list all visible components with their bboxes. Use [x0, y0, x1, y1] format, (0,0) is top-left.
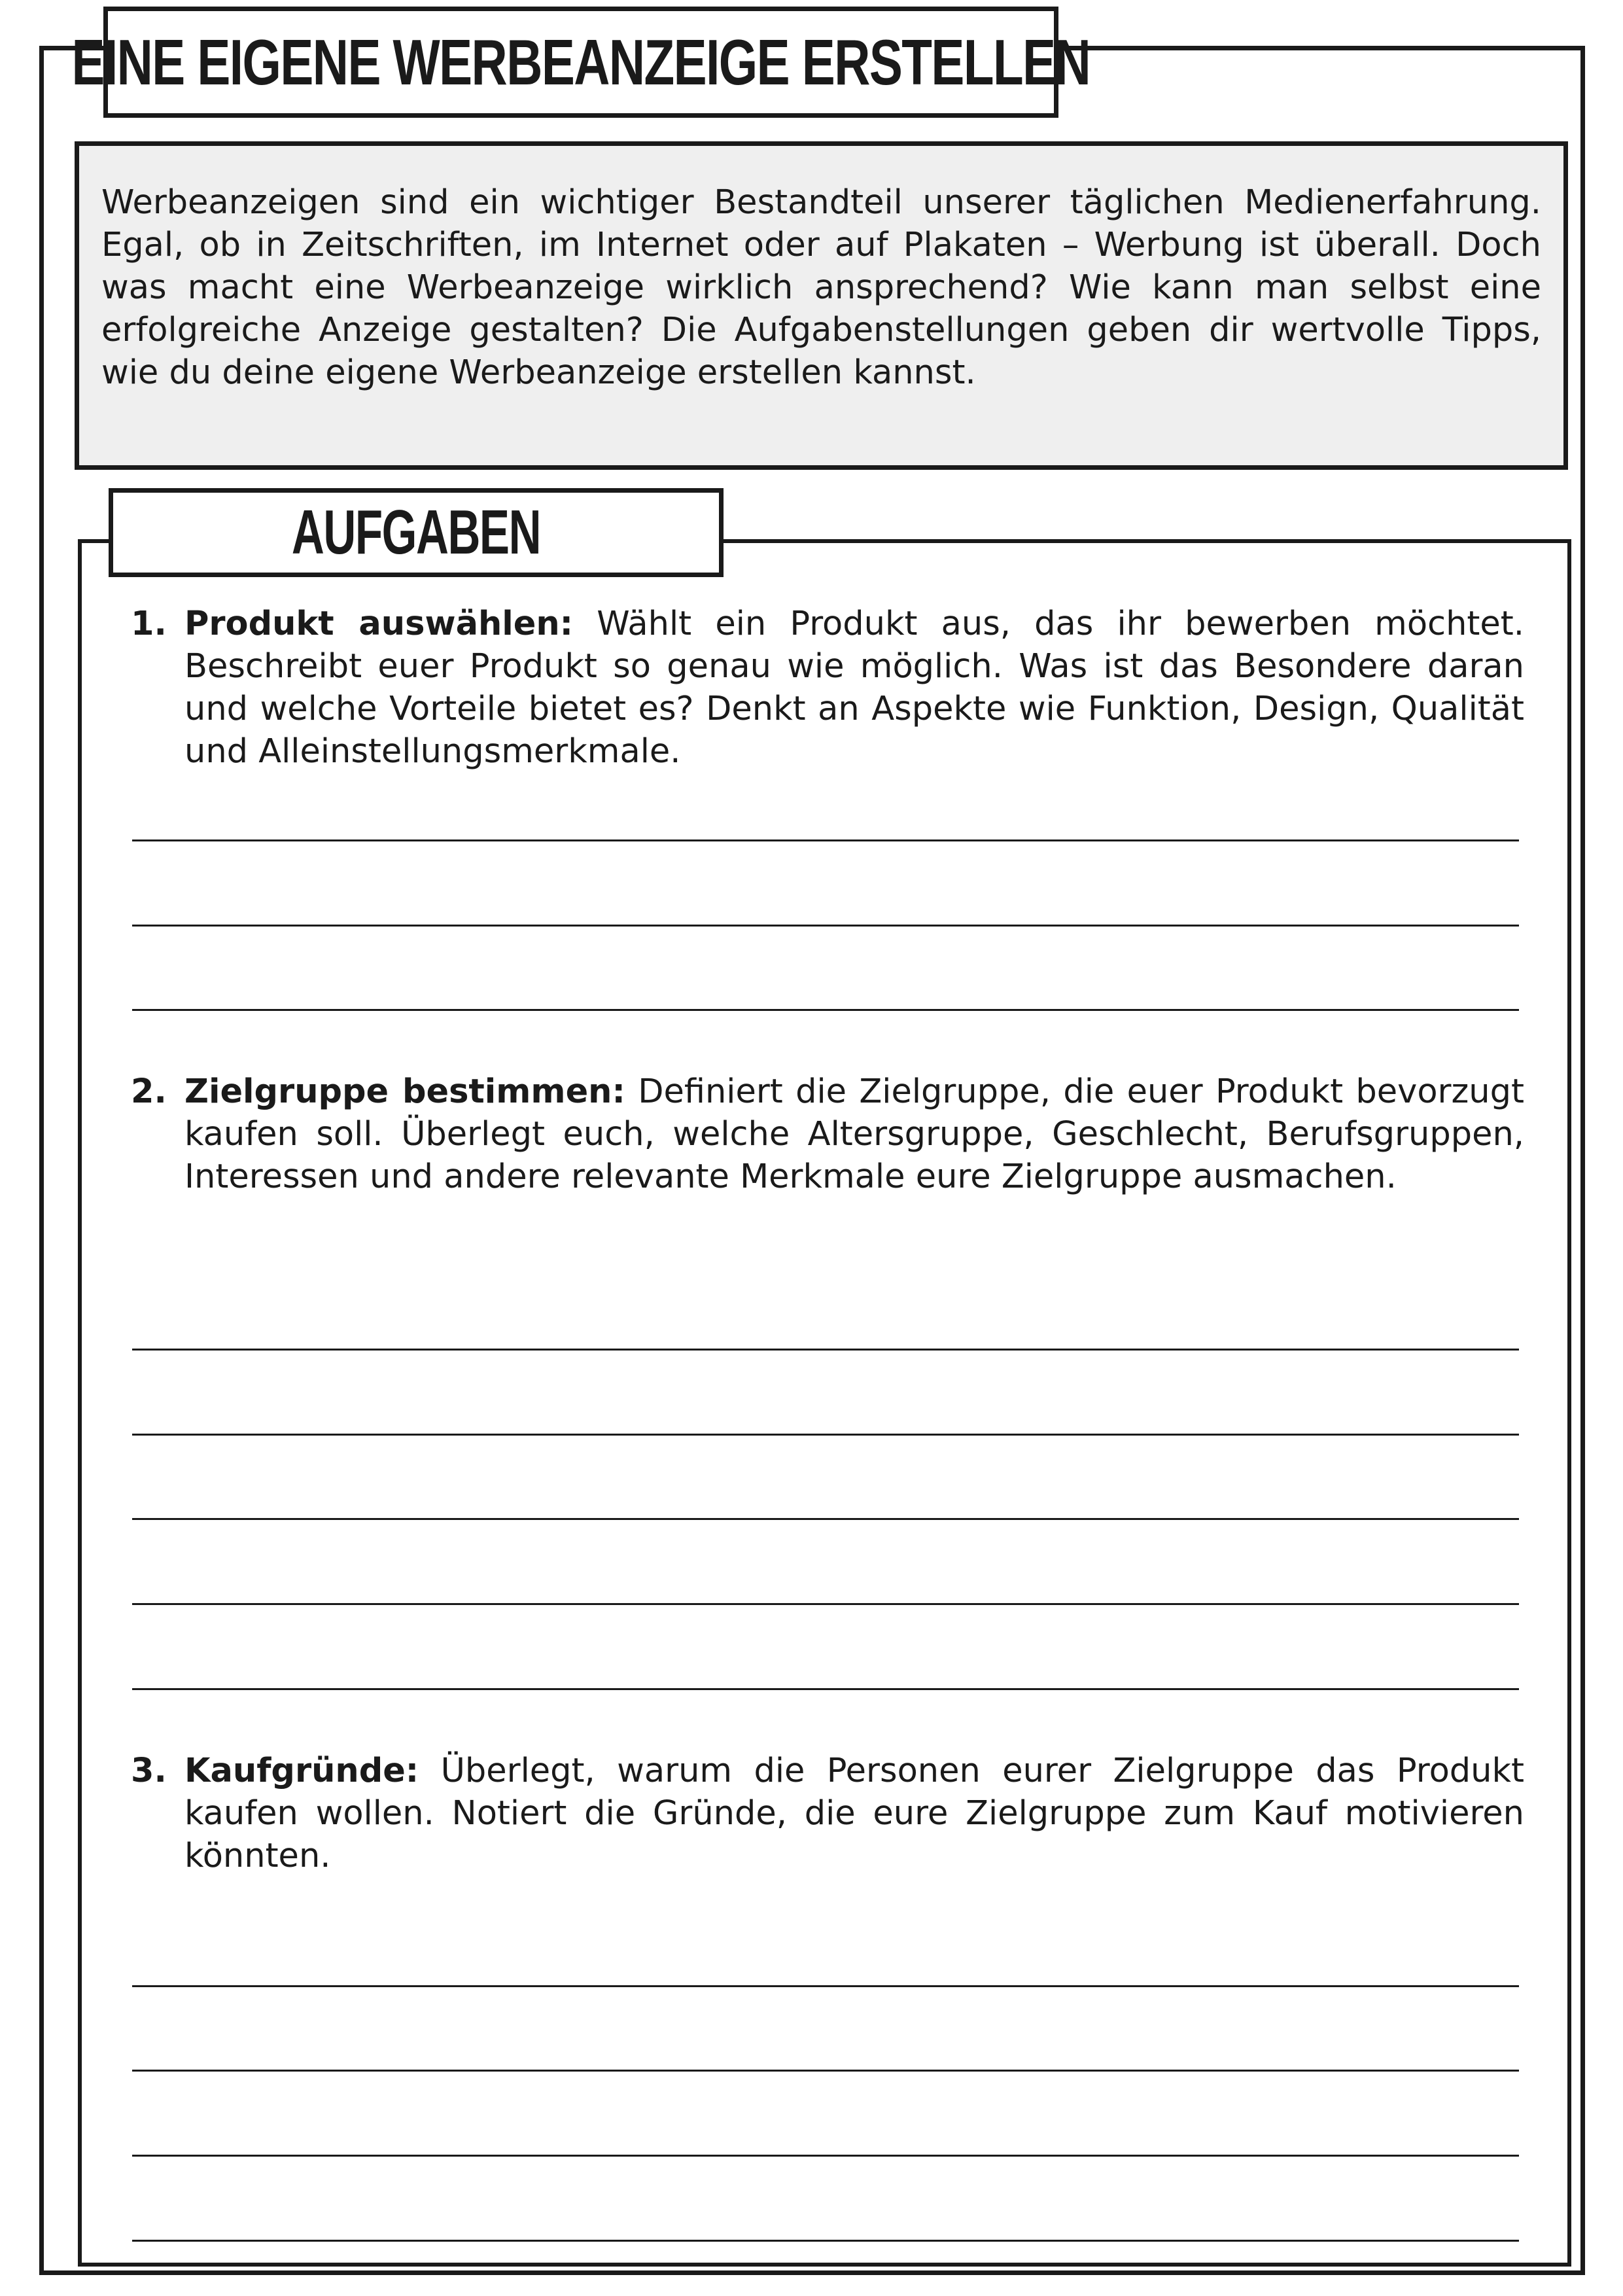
task-text: Überlegt, warum die Personen eurer Zielgruppe das Produkt kaufen wollen. Notiert die Gründe, die eure Zielgruppe zum Kauf motivieren könnten.: [184, 1752, 1524, 1875]
task-text: Wählt ein Produkt aus, das ihr bewerben möchtet. Beschreibt euer Produkt so genau wie möglich. Was ist das Besondere daran und welche Vorteile bietet es? Denkt an Aspekte wie Funktion, Design, Qualität und Alleinstellungsmerkmale.: [184, 605, 1524, 771]
answer-line[interactable]: [132, 1434, 1519, 1436]
task-body: [184, 1070, 1524, 1198]
answer-line[interactable]: [132, 1349, 1519, 1351]
intro-text: Werbeanzeigen sind ein wichtiger Bestandteil unserer täglichen Medienerfahrung. Egal, ob in Zeitschriften, im Internet oder auf Plakaten – Werbung ist überall. Doch was macht eine Werbeanzeige wirklich ansprechend? Wie kann man selbst eine erfolgreiche Anzeige gestalten? Die Aufgabenstellungen geben dir wertvolle Tipps, wie du deine eigene Werbeanzeige erstellen kannst.: [101, 183, 1541, 392]
task-label: Zielgruppe bestimmen:: [184, 1072, 625, 1111]
tasks-frame: [78, 539, 1571, 2267]
answer-line[interactable]: [132, 925, 1519, 927]
tasks-heading-box: [109, 488, 724, 577]
task-body: [184, 1750, 1524, 1877]
task-label: Produkt auswählen:: [184, 605, 574, 643]
title-box: [71, 7, 1091, 118]
task-text: Definiert die Zielgruppe, die euer Produkt bevorzugt kaufen soll. Überlegt euch, welche Altersgruppe, Geschlecht, Berufsgruppen, Interessen und andere relevante Merkmale eure Zielgruppe ausmachen.: [184, 1072, 1524, 1196]
answer-line[interactable]: [132, 1009, 1519, 1011]
answer-line[interactable]: [132, 2240, 1519, 2242]
answer-line[interactable]: [132, 1985, 1519, 1987]
answer-line[interactable]: [132, 2070, 1519, 2072]
answer-line[interactable]: [132, 1688, 1519, 1690]
task-number: 2.: [131, 1072, 167, 1111]
answer-line[interactable]: [132, 2155, 1519, 2157]
intro-box: [75, 141, 1568, 470]
page-title: EINE EIGENE WERBEANZEIGE ERSTELLEN: [71, 26, 1091, 98]
task-1: [131, 603, 1524, 773]
task-2: [131, 1070, 1524, 1198]
task-label: Kaufgründe:: [184, 1752, 419, 1790]
task-number: 3.: [131, 1752, 167, 1790]
answer-line[interactable]: [132, 1518, 1519, 1520]
answer-line[interactable]: [132, 1603, 1519, 1605]
task-3: [131, 1750, 1524, 1877]
task-body: [184, 603, 1524, 773]
task-number: 1.: [131, 605, 167, 643]
answer-line[interactable]: [132, 839, 1519, 841]
tasks-heading: AUFGABEN: [291, 497, 541, 567]
